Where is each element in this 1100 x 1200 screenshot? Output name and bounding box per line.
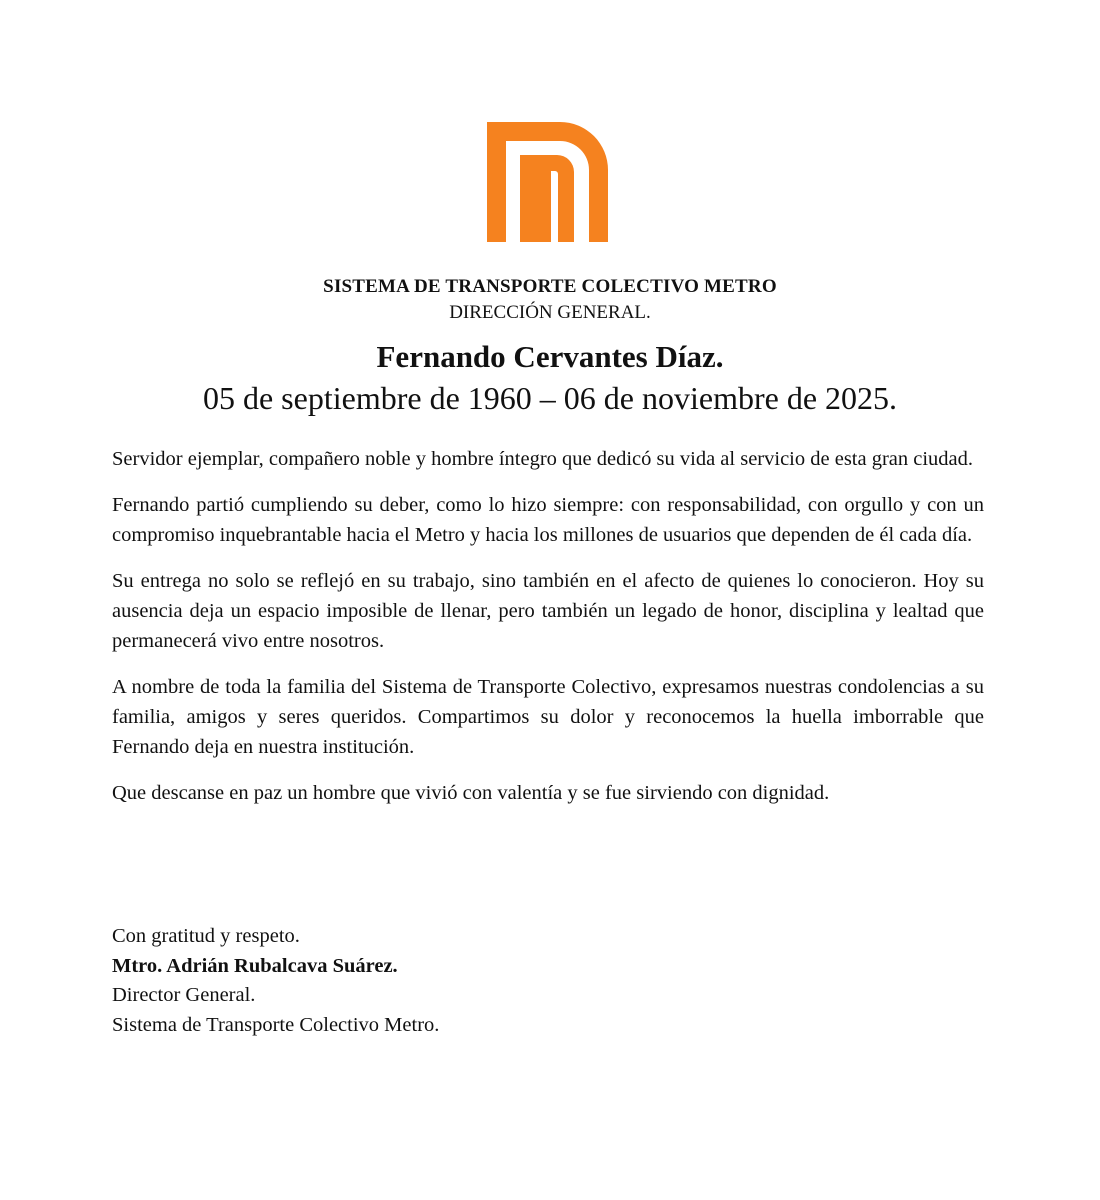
memorial-name: Fernando Cervantes Díaz. — [376, 339, 724, 374]
organization-title: SISTEMA DE TRANSPORTE COLECTIVO METRO — [323, 276, 777, 297]
signature-closing: Con gratitud y respeto. — [112, 925, 300, 947]
signature-block — [112, 922, 439, 1040]
metro-logo-icon — [487, 122, 608, 242]
body-paragraph: Su entrega no solo se reflejó en su trabajo, sino también en el afecto de quienes lo conocieron. Hoy su ausencia deja un espacio imposible de llenar, pero también un legado de honor, disciplina y lealtad que permanecerá vivo entre nosotros. — [112, 570, 984, 652]
body-paragraph: Que descanse en paz un hombre que vivió con valentía y se fue sirviendo con dignidad. — [112, 782, 830, 804]
body-text — [112, 444, 984, 824]
signature-name: Mtro. Adrián Rubalcava Suárez. — [112, 954, 398, 977]
body-paragraph: A nombre de toda la familia del Sistema de Transporte Colectivo, expresamos nuestras condolencias a su familia, amigos y seres queridos. Compartimos su dolor y reconocemos la huella imborrable que Fernando deja en nuestra institución. — [112, 676, 984, 758]
memorial-dates: 05 de septiembre de 1960 – 06 de noviembre de 2025. — [202, 380, 898, 416]
signature-organization: Sistema de Transporte Colectivo Metro. — [112, 1013, 440, 1036]
body-paragraph: Fernando partió cumpliendo su deber, como lo hizo siempre: con responsabilidad, con orgullo y con un compromiso inquebrantable hacia el Metro y hacia los millones de usuarios que dependen de él cada día. — [112, 494, 984, 546]
department-subtitle: DIRECCIÓN GENERAL. — [449, 302, 651, 323]
body-paragraph: Servidor ejemplar, compañero noble y hombre íntegro que dedicó su vida al servicio de esta gran ciudad. — [112, 448, 974, 470]
signature-title: Director General. — [112, 984, 256, 1006]
